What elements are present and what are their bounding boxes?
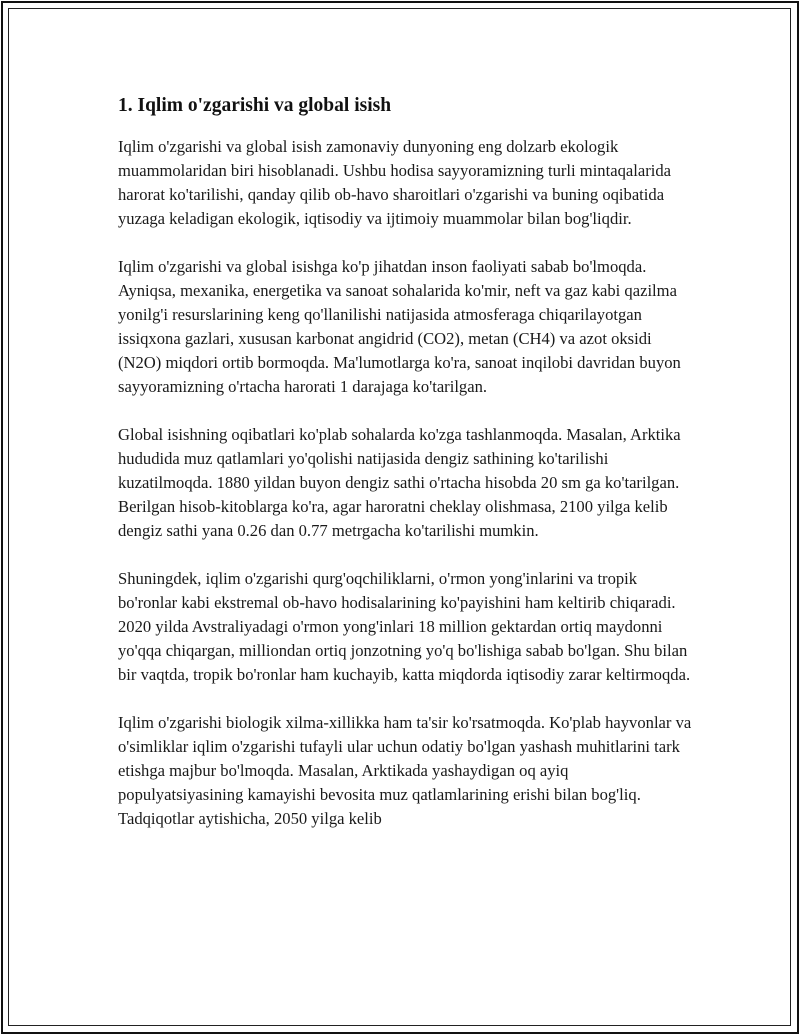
paragraph-2: Iqlim o'zgarishi va global isishga ko'p jihatdan inson faoliyati sabab bo'lmoqda. Ayniqsa, mexanika, energetika va sanoat sohalarida ko'mir, neft va gaz kabi qazilma yonilg'i resurslarining keng qo'llanilishi natijasida atmosferaga chiqarilayotgan issiqxona gazlari, xususan karbonat angidrid (CO2), metan (CH4) va azot oksidi (N2O) miqdori ortib bormoqda. Ma'lumotlarga ko'ra, sanoat inqilobi davridan buyon sayyoramizning o'rtacha harorati 1 darajaga ko'tarilgan. [118,257,681,396]
paragraph-1: Iqlim o'zgarishi va global isish zamonaviy dunyoning eng dolzarb ekologik muammolaridan biri hisoblanadi. Ushbu hodisa sayyoramizning turli mintaqalarida harorat ko'tarilishi, qanday qilib ob-havo sharoitlari o'zgarishi va buning oqibatida yuzaga keladigan ekologik, iqtisodiy va ijtimoiy muammolar bilan bog'liqdir. [118,137,672,228]
document-body [118,93,696,855]
paragraph-5: Iqlim o'zgarishi biologik xilma-xillikka ham ta'sir ko'rsatmoqda. Ko'plab hayvonlar va o'simliklar iqlim o'zgarishi tufayli ular uchun odatiy bo'lgan yashash muhitlarini tark etishga majbur bo'lmoqda. Masalan, Arktikada yashaydigan oq ayiq populyatsiyasining kamayishi bevosita muz qatlamlarining erishi bilan bog'liq. Tadqiqotlar aytishicha, 2050 yilga kelib [118,713,692,828]
paragraph-3: Global isishning oqibatlari ko'plab sohalarda ko'zga tashlanmoqda. Masalan, Arktika hududida muz qatlamlari yo'qolishi natijasida dengiz sathining ko'tarilishi kuzatilmoqda. 1880 yildan buyon dengiz sathi o'rtacha hisobda 20 sm ga ko'tarilgan. Berilgan hisob-kitoblarga ko'ra, agar haroratni cheklay olishmasa, 2100 yilga kelib dengiz sathi yana 0.26 dan 0.77 metrgacha ko'tarilishi mumkin. [118,425,681,540]
section-title: 1. Iqlim o'zgarishi va global isish [118,95,392,116]
paragraph-4: Shuningdek, iqlim o'zgarishi qurg'oqchiliklarni, o'rmon yong'inlarini va tropik bo'ronlar kabi ekstremal ob-havo hodisalarining ko'payishini ham keltirib chiqaradi. 2020 yilda Avstraliyadagi o'rmon yong'inlari 18 million gektardan ortiq maydonni yo'qqa chiqargan, milliondan ortiq jonzotning yo'q bo'lishiga sabab bo'lgan. Shu bilan bir vaqtda, tropik bo'ronlar ham kuchayib, katta miqdorda iqtisodiy zarar keltirmoqda. [118,569,691,684]
